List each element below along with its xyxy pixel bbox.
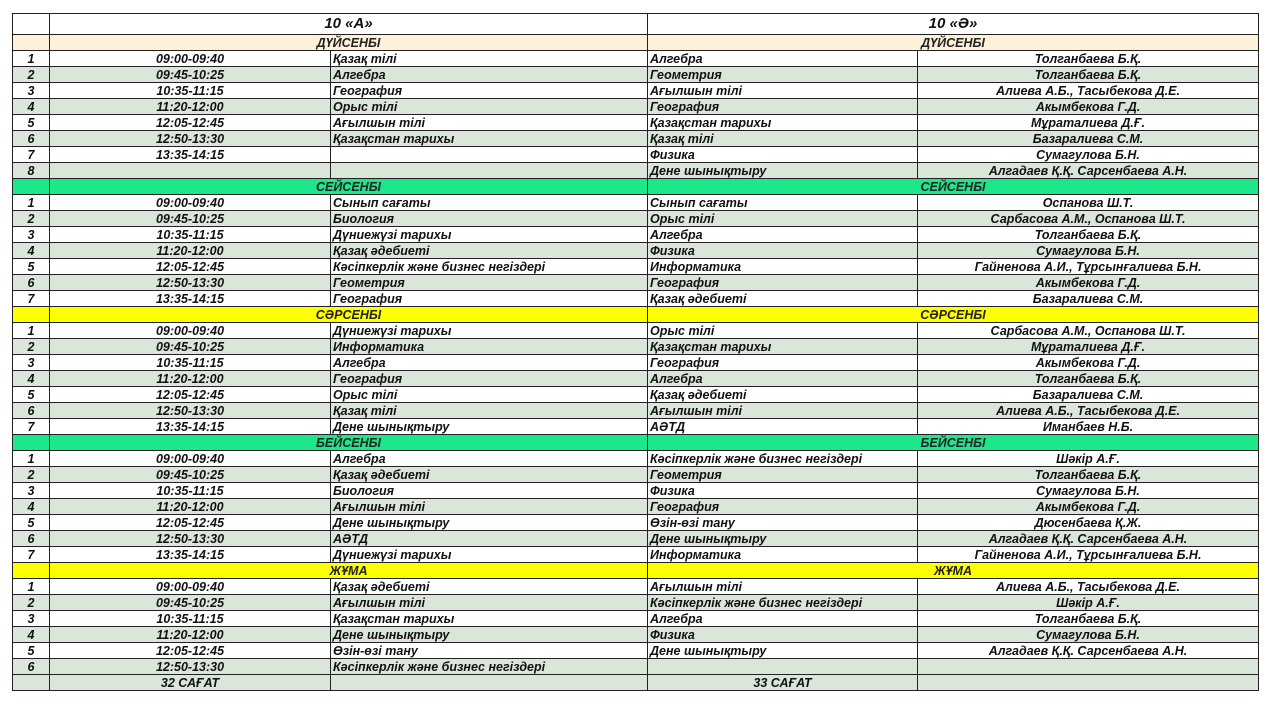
day-header-blank: [13, 179, 50, 195]
lesson-time: 12:50-13:30: [50, 403, 331, 419]
subject-10a: География: [331, 371, 648, 387]
subject-10a: Биология: [331, 483, 648, 499]
day-header-blank: [13, 35, 50, 51]
lesson-row: [13, 275, 1259, 291]
lesson-time: 09:00-09:40: [50, 323, 331, 339]
teacher-10ae: Базаралиева С.М.: [918, 291, 1259, 307]
lesson-row: [13, 243, 1259, 259]
day-name-10a: СЕЙСЕНБІ: [50, 179, 648, 195]
day-header-blank: [13, 307, 50, 323]
lesson-row: [13, 371, 1259, 387]
lesson-time: 09:00-09:40: [50, 195, 331, 211]
teacher-10ae: Сарбасова А.М., Оспанова Ш.Т.: [918, 211, 1259, 227]
teacher-10ae: Оспанова Ш.Т.: [918, 195, 1259, 211]
lesson-number: 4: [13, 243, 50, 259]
lesson-row: [13, 99, 1259, 115]
subject-10ae: Дене шынықтыру: [648, 643, 918, 659]
subject-10ae: Алгебра: [648, 611, 918, 627]
subject-10a: Дүниежүзі тарихы: [331, 547, 648, 563]
lesson-row: [13, 403, 1259, 419]
subject-10a: Орыс тілі: [331, 387, 648, 403]
lesson-row: [13, 195, 1259, 211]
lesson-number: 7: [13, 419, 50, 435]
lesson-time: 09:00-09:40: [50, 579, 331, 595]
teacher-10ae: Шәкір А.Ғ.: [918, 595, 1259, 611]
subject-10ae: Қазақстан тарихы: [648, 115, 918, 131]
schedule-table: [12, 13, 1259, 691]
lesson-row: [13, 259, 1259, 275]
teacher-10ae: Акымбекова Г.Д.: [918, 99, 1259, 115]
subject-10a: Қазақ әдебиеті: [331, 579, 648, 595]
lesson-number: 6: [13, 131, 50, 147]
subject-10a: Дене шынықтыру: [331, 515, 648, 531]
subject-10a: Қазақ әдебиеті: [331, 243, 648, 259]
totals-blank-3: [918, 675, 1259, 691]
lesson-time: 09:45-10:25: [50, 467, 331, 483]
teacher-10ae: Алиева А.Б., Тасыбекова Д.Е.: [918, 83, 1259, 99]
subject-10a: Информатика: [331, 339, 648, 355]
subject-10ae: Орыс тілі: [648, 211, 918, 227]
day-name-10ae: СӘРСЕНБІ: [648, 307, 1259, 323]
lesson-row: [13, 531, 1259, 547]
subject-10a: Қазақ тілі: [331, 51, 648, 67]
subject-10a: Дүниежүзі тарихы: [331, 323, 648, 339]
lesson-time: 11:20-12:00: [50, 243, 331, 259]
subject-10a: Дене шынықтыру: [331, 627, 648, 643]
lesson-row: [13, 595, 1259, 611]
teacher-10ae: Толганбаева Б.Қ.: [918, 67, 1259, 83]
subject-10ae: Алгебра: [648, 371, 918, 387]
lesson-time: 13:35-14:15: [50, 147, 331, 163]
corner-cell: [13, 14, 50, 35]
subject-10ae: Ағылшын тілі: [648, 403, 918, 419]
lesson-number: 2: [13, 339, 50, 355]
lesson-number: 4: [13, 99, 50, 115]
lesson-time: 10:35-11:15: [50, 83, 331, 99]
teacher-10ae: Акымбекова Г.Д.: [918, 275, 1259, 291]
lesson-row: [13, 611, 1259, 627]
lesson-row: [13, 419, 1259, 435]
teacher-10ae: Алгадаев Қ.Қ. Сарсенбаева А.Н.: [918, 163, 1259, 179]
lesson-row: [13, 515, 1259, 531]
lesson-row: [13, 579, 1259, 595]
lesson-number: 5: [13, 259, 50, 275]
subject-10a: Алгебра: [331, 67, 648, 83]
subject-10ae: Дене шынықтыру: [648, 531, 918, 547]
day-name-10a: ЖҰМА: [50, 563, 648, 579]
subject-10a: Дене шынықтыру: [331, 419, 648, 435]
day-header-blank: [13, 563, 50, 579]
subject-10ae: Информатика: [648, 259, 918, 275]
lesson-time: 09:45-10:25: [50, 595, 331, 611]
lesson-time: 12:50-13:30: [50, 131, 331, 147]
lesson-row: [13, 163, 1259, 179]
subject-10ae: Ағылшын тілі: [648, 579, 918, 595]
subject-10ae: Қазақстан тарихы: [648, 339, 918, 355]
teacher-10ae: Гайненова А.И., Тұрсынғалиева Б.Н.: [918, 259, 1259, 275]
lesson-time: 11:20-12:00: [50, 99, 331, 115]
subject-10a: Ағылшын тілі: [331, 499, 648, 515]
lesson-number: 6: [13, 531, 50, 547]
day-name-10a: СӘРСЕНБІ: [50, 307, 648, 323]
lesson-row: [13, 211, 1259, 227]
day-header-row: [13, 179, 1259, 195]
subject-10a: Орыс тілі: [331, 99, 648, 115]
lesson-row: [13, 67, 1259, 83]
lesson-number: 7: [13, 147, 50, 163]
day-header-row: [13, 35, 1259, 51]
subject-10a: География: [331, 83, 648, 99]
lesson-time: [50, 163, 331, 179]
lesson-number: 1: [13, 579, 50, 595]
teacher-10ae: Шәкір А.Ғ.: [918, 451, 1259, 467]
lesson-number: 2: [13, 67, 50, 83]
lesson-time: 12:50-13:30: [50, 531, 331, 547]
lesson-number: 7: [13, 547, 50, 563]
lesson-time: 10:35-11:15: [50, 611, 331, 627]
day-name-10ae: ДҮЙСЕНБІ: [648, 35, 1259, 51]
lesson-time: 09:45-10:25: [50, 339, 331, 355]
lesson-number: 3: [13, 483, 50, 499]
subject-10a: Ағылшын тілі: [331, 595, 648, 611]
lesson-time: 11:20-12:00: [50, 499, 331, 515]
lesson-number: 4: [13, 499, 50, 515]
teacher-10ae: Сумагулова Б.Н.: [918, 243, 1259, 259]
lesson-number: 1: [13, 195, 50, 211]
lesson-row: [13, 467, 1259, 483]
subject-10a: Қазақстан тарихы: [331, 131, 648, 147]
lesson-number: 3: [13, 611, 50, 627]
day-header-row: [13, 435, 1259, 451]
lesson-row: [13, 643, 1259, 659]
teacher-10ae: Алиева А.Б., Тасыбекова Д.Е.: [918, 579, 1259, 595]
lesson-number: 1: [13, 323, 50, 339]
teacher-10ae: Акымбекова Г.Д.: [918, 499, 1259, 515]
lesson-row: [13, 51, 1259, 67]
schedule-body: [13, 14, 1259, 691]
lesson-number: 2: [13, 211, 50, 227]
lesson-time: 12:05-12:45: [50, 259, 331, 275]
subject-10ae: Орыс тілі: [648, 323, 918, 339]
lesson-number: 1: [13, 51, 50, 67]
subject-10ae: АӘТД: [648, 419, 918, 435]
lesson-number: 3: [13, 83, 50, 99]
subject-10a: Геометрия: [331, 275, 648, 291]
subject-10ae: Геометрия: [648, 467, 918, 483]
subject-10a: [331, 147, 648, 163]
lesson-number: 2: [13, 467, 50, 483]
lesson-time: 13:35-14:15: [50, 419, 331, 435]
total-hours-10a: 32 САҒАТ: [50, 675, 331, 691]
lesson-time: 12:05-12:45: [50, 515, 331, 531]
lesson-time: 13:35-14:15: [50, 547, 331, 563]
lesson-time: 10:35-11:15: [50, 483, 331, 499]
lesson-number: 5: [13, 387, 50, 403]
teacher-10ae: Базаралиева С.М.: [918, 131, 1259, 147]
class-header-row: [13, 14, 1259, 35]
lesson-time: 10:35-11:15: [50, 355, 331, 371]
lesson-number: 1: [13, 451, 50, 467]
lesson-time: 11:20-12:00: [50, 371, 331, 387]
totals-row: [13, 675, 1259, 691]
subject-10ae: Геометрия: [648, 67, 918, 83]
teacher-10ae: Сарбасова А.М., Оспанова Ш.Т.: [918, 323, 1259, 339]
subject-10ae: Ағылшын тілі: [648, 83, 918, 99]
lesson-number: 4: [13, 627, 50, 643]
subject-10ae: Сынып сағаты: [648, 195, 918, 211]
teacher-10ae: Сумагулова Б.Н.: [918, 147, 1259, 163]
subject-10ae: Қазақ әдебиеті: [648, 291, 918, 307]
subject-10a: Алгебра: [331, 355, 648, 371]
lesson-number: 6: [13, 659, 50, 675]
teacher-10ae: Толганбаева Б.Қ.: [918, 371, 1259, 387]
subject-10ae: География: [648, 99, 918, 115]
subject-10a: Қазақстан тарихы: [331, 611, 648, 627]
subject-10ae: Кәсіпкерлік және бизнес негіздері: [648, 451, 918, 467]
subject-10ae: [648, 659, 918, 675]
day-header-blank: [13, 435, 50, 451]
lesson-time: 12:50-13:30: [50, 659, 331, 675]
teacher-10ae: Базаралиева С.М.: [918, 387, 1259, 403]
subject-10a: Өзін-өзі тану: [331, 643, 648, 659]
lesson-row: [13, 323, 1259, 339]
lesson-time: 12:50-13:30: [50, 275, 331, 291]
lesson-time: 09:45-10:25: [50, 211, 331, 227]
teacher-10ae: Сумагулова Б.Н.: [918, 627, 1259, 643]
lesson-number: 6: [13, 275, 50, 291]
lesson-time: 12:05-12:45: [50, 115, 331, 131]
day-name-10a: ДҮЙСЕНБІ: [50, 35, 648, 51]
lesson-row: [13, 355, 1259, 371]
subject-10ae: Физика: [648, 243, 918, 259]
teacher-10ae: Толганбаева Б.Қ.: [918, 467, 1259, 483]
lesson-time: 12:05-12:45: [50, 387, 331, 403]
subject-10ae: География: [648, 275, 918, 291]
lesson-number: 5: [13, 643, 50, 659]
lesson-row: [13, 131, 1259, 147]
totals-blank-2: [331, 675, 648, 691]
lesson-row: [13, 339, 1259, 355]
lesson-row: [13, 83, 1259, 99]
teacher-10ae: Алгадаев Қ.Қ. Сарсенбаева А.Н.: [918, 531, 1259, 547]
lesson-number: 5: [13, 115, 50, 131]
teacher-10ae: Акымбекова Г.Д.: [918, 355, 1259, 371]
lesson-row: [13, 115, 1259, 131]
teacher-10ae: Алиева А.Б., Тасыбекова Д.Е.: [918, 403, 1259, 419]
teacher-10ae: Толганбаева Б.Қ.: [918, 227, 1259, 243]
lesson-row: [13, 291, 1259, 307]
subject-10a: Дүниежүзі тарихы: [331, 227, 648, 243]
lesson-number: 6: [13, 403, 50, 419]
day-name-10ae: СЕЙСЕНБІ: [648, 179, 1259, 195]
teacher-10ae: Гайненова А.И., Тұрсынғалиева Б.Н.: [918, 547, 1259, 563]
subject-10a: Кәсіпкерлік және бизнес негіздері: [331, 259, 648, 275]
lesson-row: [13, 147, 1259, 163]
teacher-10ae: Сумагулова Б.Н.: [918, 483, 1259, 499]
day-name-10ae: БЕЙСЕНБІ: [648, 435, 1259, 451]
subject-10ae: Кәсіпкерлік және бизнес негіздері: [648, 595, 918, 611]
lesson-number: 8: [13, 163, 50, 179]
subject-10a: Алгебра: [331, 451, 648, 467]
class-10ae-title: 10 «Ә»: [648, 14, 1259, 35]
subject-10ae: Алгебра: [648, 227, 918, 243]
subject-10a: Биология: [331, 211, 648, 227]
lesson-row: [13, 483, 1259, 499]
subject-10ae: География: [648, 355, 918, 371]
lesson-number: 2: [13, 595, 50, 611]
day-header-row: [13, 563, 1259, 579]
subject-10ae: Физика: [648, 147, 918, 163]
class-10a-title: 10 «А»: [50, 14, 648, 35]
subject-10ae: Өзін-өзі тану: [648, 515, 918, 531]
lesson-row: [13, 547, 1259, 563]
subject-10ae: Информатика: [648, 547, 918, 563]
subject-10a: [331, 163, 648, 179]
teacher-10ae: [918, 659, 1259, 675]
teacher-10ae: Иманбаев Н.Б.: [918, 419, 1259, 435]
teacher-10ae: Дюсенбаева Қ.Ж.: [918, 515, 1259, 531]
lesson-row: [13, 499, 1259, 515]
subject-10ae: География: [648, 499, 918, 515]
lesson-row: [13, 227, 1259, 243]
subject-10a: Қазақ әдебиеті: [331, 467, 648, 483]
teacher-10ae: Мұраталиева Д.Ғ.: [918, 339, 1259, 355]
subject-10ae: Қазақ әдебиеті: [648, 387, 918, 403]
lesson-time: 09:45-10:25: [50, 67, 331, 83]
lesson-row: [13, 627, 1259, 643]
subject-10a: АӘТД: [331, 531, 648, 547]
lesson-time: 12:05-12:45: [50, 643, 331, 659]
lesson-row: [13, 387, 1259, 403]
lesson-row: [13, 659, 1259, 675]
subject-10a: Кәсіпкерлік және бизнес негіздері: [331, 659, 648, 675]
totals-blank: [13, 675, 50, 691]
subject-10ae: Физика: [648, 627, 918, 643]
day-name-10ae: ЖҰМА: [648, 563, 1259, 579]
lesson-row: [13, 451, 1259, 467]
lesson-number: 3: [13, 355, 50, 371]
subject-10ae: Алгебра: [648, 51, 918, 67]
day-name-10a: БЕЙСЕНБІ: [50, 435, 648, 451]
total-hours-10ae: 33 САҒАТ: [648, 675, 918, 691]
lesson-number: 4: [13, 371, 50, 387]
teacher-10ae: Толганбаева Б.Қ.: [918, 51, 1259, 67]
lesson-number: 5: [13, 515, 50, 531]
lesson-number: 7: [13, 291, 50, 307]
lesson-time: 11:20-12:00: [50, 627, 331, 643]
subject-10a: Ағылшын тілі: [331, 115, 648, 131]
teacher-10ae: Алгадаев Қ.Қ. Сарсенбаева А.Н.: [918, 643, 1259, 659]
schedule-sheet: [12, 13, 1258, 691]
lesson-time: 09:00-09:40: [50, 451, 331, 467]
subject-10ae: Қазақ тілі: [648, 131, 918, 147]
teacher-10ae: Толганбаева Б.Қ.: [918, 611, 1259, 627]
lesson-time: 10:35-11:15: [50, 227, 331, 243]
subject-10ae: Физика: [648, 483, 918, 499]
lesson-number: 3: [13, 227, 50, 243]
subject-10a: Қазақ тілі: [331, 403, 648, 419]
day-header-row: [13, 307, 1259, 323]
teacher-10ae: Мұраталиева Д.Ғ.: [918, 115, 1259, 131]
subject-10a: Сынып сағаты: [331, 195, 648, 211]
subject-10ae: Дене шынықтыру: [648, 163, 918, 179]
lesson-time: 13:35-14:15: [50, 291, 331, 307]
lesson-time: 09:00-09:40: [50, 51, 331, 67]
subject-10a: География: [331, 291, 648, 307]
